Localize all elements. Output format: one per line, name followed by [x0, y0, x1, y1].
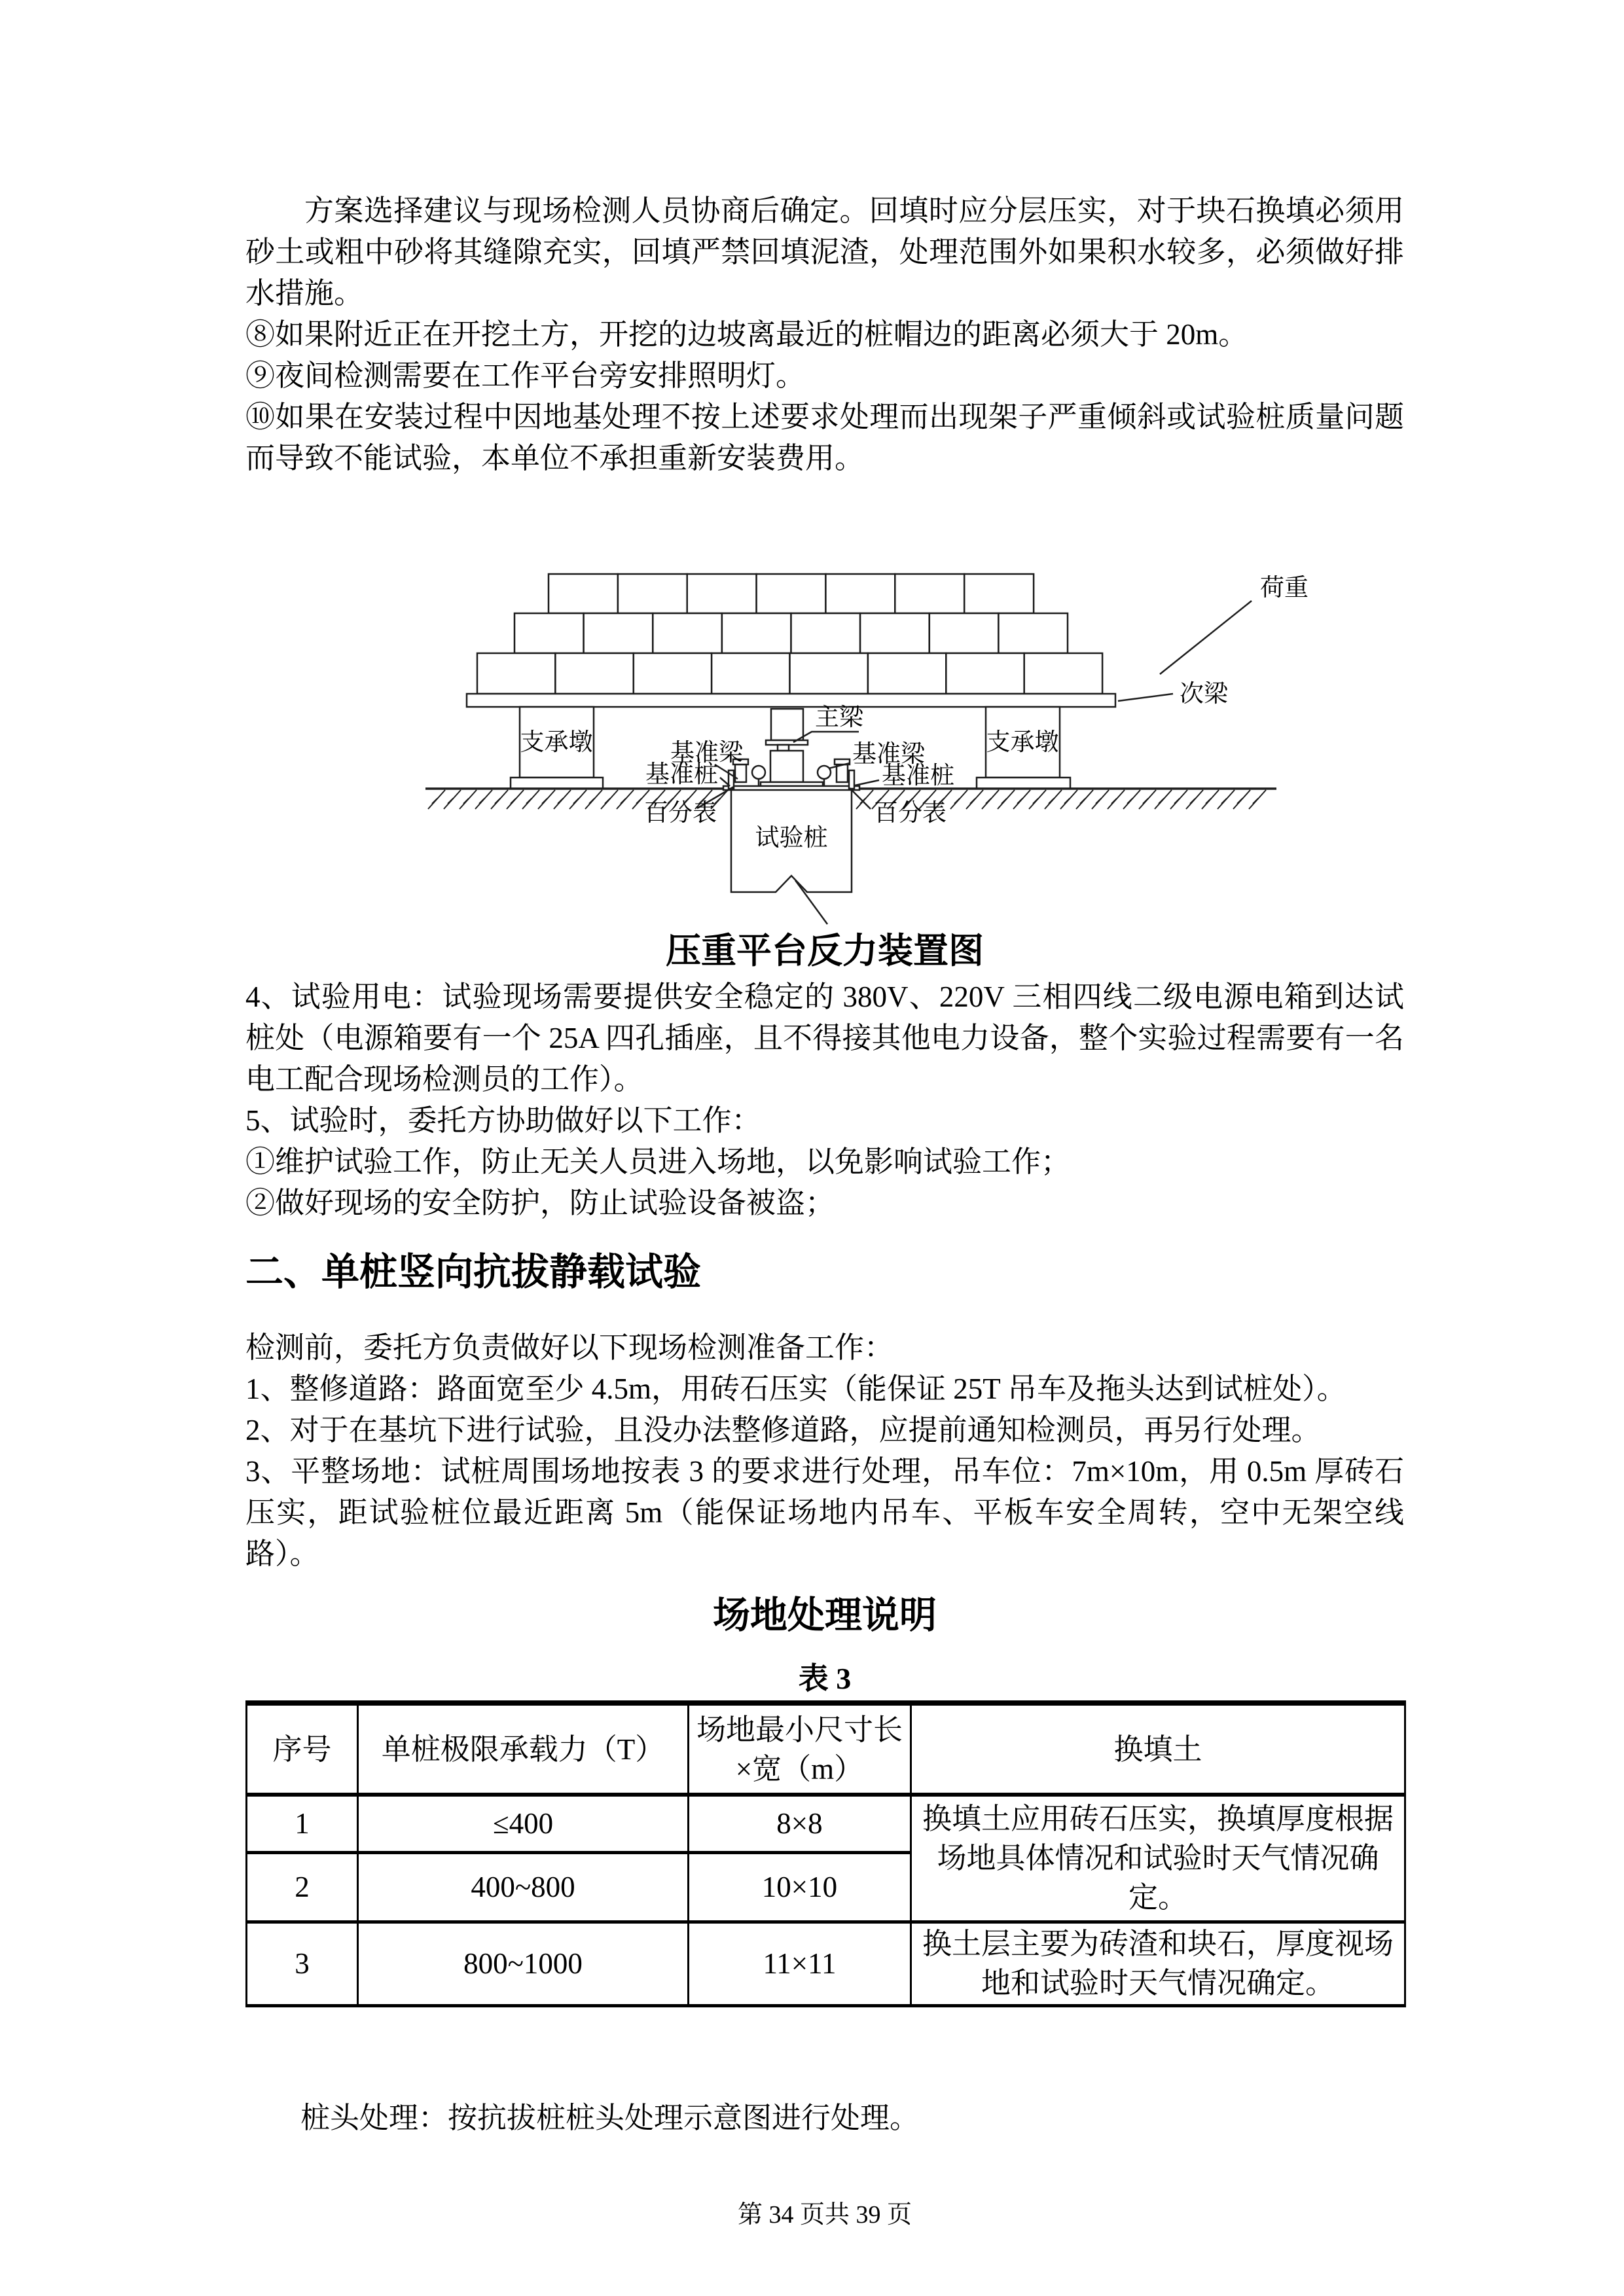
main-beam-section [771, 709, 803, 740]
main-beam-label: 主梁 [815, 704, 863, 731]
reference-post-right [837, 764, 848, 782]
reference-pile-right-shape [849, 770, 854, 789]
header-seq: 序号 [247, 1703, 358, 1795]
reference-beam-right-label: 基准梁 [852, 741, 925, 768]
leader-dial-gauge-right [850, 788, 871, 809]
reference-pile-left-label: 基准桩 [645, 761, 718, 788]
leader-secondary-beam [1118, 694, 1173, 701]
section2-paragraphs [245, 1327, 1404, 1575]
section-heading-uplift-test: 二、单桩竖向抗拔静载试验 [245, 1251, 702, 1293]
secondary-beam-shape [467, 694, 1115, 707]
cell-size: 11×11 [689, 1922, 911, 2005]
header-backfill: 换填土 [911, 1703, 1405, 1795]
header-size: 场地最小尺寸长×宽（m） [689, 1703, 911, 1795]
cell-capacity: 400~800 [358, 1852, 689, 1922]
pile-head-note: 桩头处理：按抗拔桩桩头处理示意图进行处理。 [300, 2101, 920, 2134]
paragraph-during-test: 5、试验时，委托方协助做好以下工作： [245, 1104, 761, 1137]
page-number: 第 34 页共 39 页 [737, 2200, 912, 2229]
site-treatment-heading: 场地处理说明 [713, 1595, 937, 1637]
paragraph-item-circle1: ①维护试验工作，防止无关人员进入场地，以免影响试验工作； [245, 1145, 1071, 1178]
paragraph-item-10: ⑩如果在安装过程中因地基处理不按上述要求处理而出现架子严重倾斜或试验桩质量问题而导致不能试验，本单位不承担重新安装费用。 [245, 401, 1404, 475]
cell-backfill-note-1-2: 换填土应用砖石压实，换填厚度根据场地具体情况和试验时天气情况确定。 [911, 1795, 1405, 1922]
paragraph-scheme-selection: 方案选择建议与现场检测人员协商后确定。回填时应分层压实，对于块石换填必须用砂土或粗中砂将其缝隙充实，回填严禁回填泥渣，处理范围外如果积水较多，必须做好排水措施。 [245, 194, 1404, 310]
jack-body [770, 751, 803, 782]
cell-seq: 2 [247, 1852, 358, 1922]
leader-reference-pile-right [855, 780, 879, 785]
support-pier-left-label: 支承墩 [520, 729, 593, 756]
dial-gauge-right-label: 百分表 [874, 800, 947, 827]
page-content [245, 0, 1404, 2231]
load-blocks [477, 574, 1102, 694]
figure-caption: 压重平台反力装置图 [666, 931, 984, 971]
table-header-row [247, 1703, 1405, 1795]
reference-beam-left-label: 基准梁 [670, 740, 743, 766]
paragraph-pit-test: 2、对于在基坑下进行试验，且没办法整修道路，应提前通知检测员，再另行处理。 [245, 1414, 1321, 1447]
secondary-beam-label: 次梁 [1180, 681, 1228, 708]
top-paragraphs [245, 190, 1404, 479]
cell-size: 8×8 [689, 1795, 911, 1852]
reaction-device-diagram [419, 556, 1309, 929]
paragraph-item-9: ⑨夜间检测需要在工作平台旁安排照明灯。 [245, 359, 806, 392]
table3-label: 表 3 [798, 1662, 852, 1696]
paragraph-power-supply: 4、试验用电：试验现场需要提供安全稳定的 380V、220V 三相四线二级电源电箱到达试桩处（电源箱要有一个 25A 四孔插座，且不得接其他电力设备，整个实验过程需要有一名电工配合现场检测员的工作）。 [245, 980, 1404, 1096]
reference-post-left [735, 764, 746, 782]
cell-capacity: 800~1000 [358, 1922, 689, 2005]
header-capacity: 单桩极限承载力（T） [358, 1703, 689, 1795]
cap-plate-lower [723, 786, 859, 790]
paragraph-item-8: ⑧如果附近正在开挖土方，开挖的边坡离最近的桩帽边的距离必须大于 20m。 [245, 318, 1248, 351]
mid-paragraphs [245, 977, 1404, 1224]
table-row [247, 1922, 1405, 2005]
pile-break-line [795, 880, 827, 924]
cell-capacity: ≤400 [358, 1795, 689, 1852]
cell-seq: 3 [247, 1922, 358, 2005]
cell-backfill-note-3: 换土层主要为砖渣和块石，厚度视场地和试验时天气情况确定。 [911, 1922, 1405, 2005]
support-pier-right-pad [977, 778, 1070, 789]
table-row [247, 1795, 1405, 1852]
test-pile-label: 试验桩 [755, 825, 828, 852]
paragraph-item-circle2: ②做好现场的安全防护，防止试验设备被盗； [245, 1187, 835, 1219]
cell-size: 10×10 [689, 1852, 911, 1922]
support-pier-right-label: 支承墩 [986, 729, 1059, 756]
load-label: 荷重 [1260, 575, 1308, 601]
dial-gauge-left-label: 百分表 [644, 800, 717, 827]
leader-load [1160, 601, 1252, 674]
reference-pile-right-label: 基准桩 [882, 762, 954, 789]
cell-seq: 1 [247, 1795, 358, 1852]
paragraph-site-leveling: 3、平整场地：试桩周围场地按表 3 的要求进行处理，吊车位：7m×10m，用 0.5m 厚砖石压实，距试验桩位最近距离 5m（能保证场地内吊车、平板车安全周转，空中无架空线路）。 [245, 1455, 1404, 1571]
paragraph-road-repair: 1、整修道路：路面宽至少 4.5m，用砖石压实（能保证 25T 吊车及拖头达到试桩处）。 [245, 1372, 1346, 1406]
jack-neck [778, 745, 789, 751]
paragraph-intro: 检测前，委托方负责做好以下现场检测准备工作： [245, 1331, 894, 1365]
support-pier-left-pad [511, 778, 603, 789]
site-treatment-table [245, 1700, 1406, 2007]
dial-gauge-left-shape [752, 766, 765, 779]
